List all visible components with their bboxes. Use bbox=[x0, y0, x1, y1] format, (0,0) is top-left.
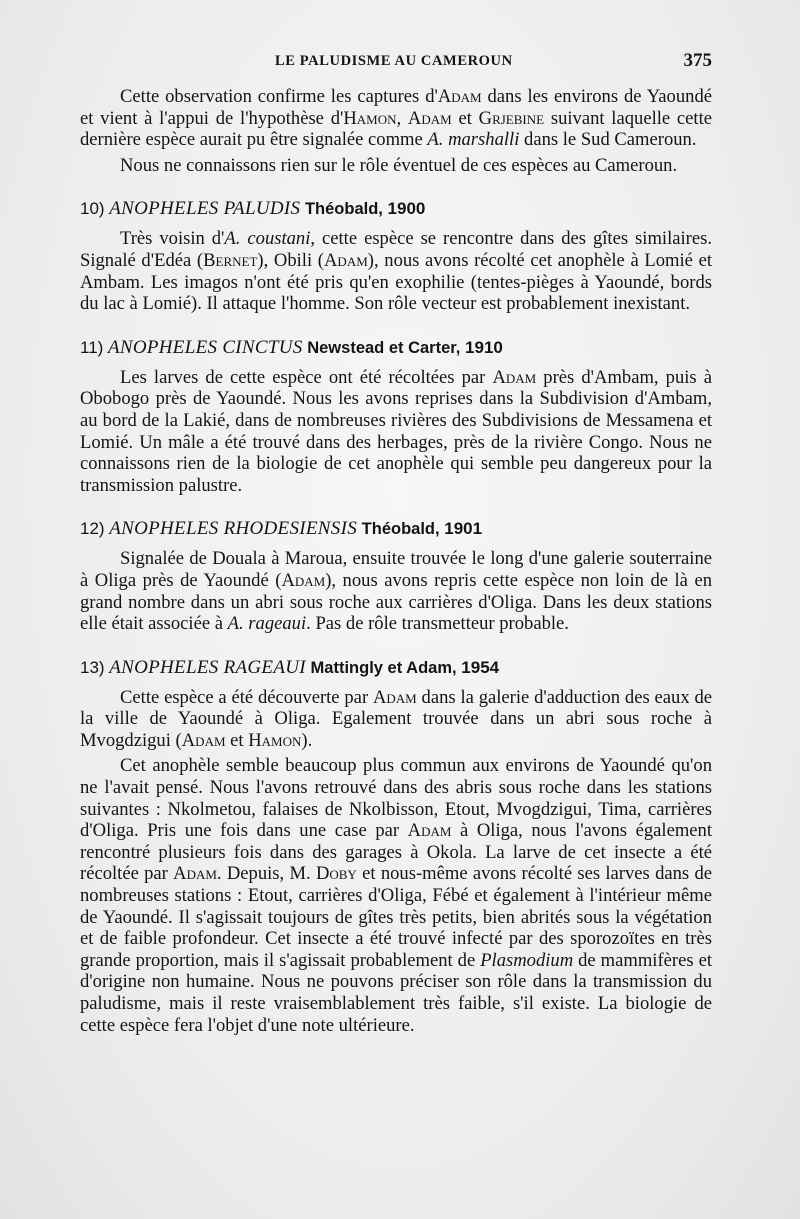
text-run: Cet anophèle semble beaucoup plus commun aux environs de Yaoundé qu'on ne l'avait pensé. Nous l'avons retrouvé dans des abris sous roche dans les stations suivantes : Nkolmetou, falaises de Nkolbisson, Etout, Mvogdzigui, Tima, carrières d'Oliga. Pris une fois dans une case par bbox=[80, 755, 712, 842]
year: 1910 bbox=[465, 337, 503, 357]
text-run: et bbox=[451, 107, 479, 129]
section-number: 13) bbox=[80, 657, 105, 677]
section-heading bbox=[80, 198, 712, 220]
running-title: LE PALUDISME AU CAMEROUN bbox=[275, 53, 513, 69]
text-run: dans les environs de Yaoundé et vient à l'appui de l'hypothèse d' bbox=[80, 86, 712, 129]
section-anopheles-paludis bbox=[80, 198, 712, 314]
text-run: ). bbox=[301, 729, 313, 751]
species-title: ANOPHELES CINCTUS bbox=[107, 336, 303, 358]
species-title: ANOPHELES RAGEAUI bbox=[109, 656, 306, 678]
section-number: 10) bbox=[80, 199, 105, 219]
text-run: Cette espèce a été découverte par bbox=[120, 686, 373, 708]
text-run: Les larves de cette espèce ont été récoltées par bbox=[120, 366, 493, 388]
section-number: 12) bbox=[80, 519, 105, 539]
authority: Mattingly et Adam, bbox=[310, 658, 457, 677]
section-heading bbox=[80, 657, 712, 679]
text-run: et bbox=[225, 729, 249, 751]
author-name: Hamon bbox=[343, 107, 397, 129]
text-run: près d'Ambam, puis à Obobogo près de Yaoundé. Nous les avons reprises dans la Subdivision d'Ambam, au bord de la Lakié, dans de nombreuses rivières des Subdivisions de Messamena et Lomié. Un mâle a été trouvé dans des herbages, près de la rivière Congo. Nous ne connaissons rien de la biologie de cet anophèle qui semble peu dangereux pour la transmission palustre. bbox=[80, 366, 712, 496]
text-run: , bbox=[396, 107, 408, 129]
section-paragraph bbox=[80, 367, 712, 497]
species-title: ANOPHELES PALUDIS bbox=[109, 198, 301, 220]
author-name: Adam bbox=[173, 863, 217, 885]
section-paragraph bbox=[80, 548, 712, 634]
author-name: Bernet bbox=[203, 249, 258, 271]
text-run: à Oliga, nous l'avons également rencontré plusieurs fois dans des garages à Okola. La larve de cet insecte a été récoltée par bbox=[80, 820, 712, 885]
text-run: Cette observation confirme les captures d' bbox=[120, 86, 438, 107]
authority: Théobald, bbox=[361, 520, 440, 539]
author-name: Adam bbox=[492, 366, 537, 388]
species-name: A. coustani bbox=[224, 228, 311, 250]
text-run: dans la galerie d'adduction des eaux de la ville de Yaoundé à Oliga. Egalement trouvée dans un abri sous roche à Mvogdzigui ( bbox=[80, 686, 712, 751]
text-run: suivant laquelle cette dernière espèce aurait pu être signalée comme bbox=[80, 107, 713, 151]
section-paragraph bbox=[80, 228, 712, 314]
year: 1901 bbox=[444, 519, 483, 539]
text-run: . Pas de rôle transmetteur probable. bbox=[306, 613, 569, 635]
authority: Newstead et Carter, bbox=[307, 338, 461, 357]
author-name: Adam bbox=[281, 569, 326, 591]
section-paragraph bbox=[80, 755, 712, 1036]
text-run: et nous-même avons récolté ses larves dans de nombreuses stations : Etout, carrières d'Oliga, Fébé et également à l'intérieur même de Yaoundé. Il s'agissait toujours de gîtes très petits, bien abrités sous la végétation et de faible profondeur. Cet insecte a été trouvé infecté par des sporozoïtes en très grande proportion, mais il s'agissait probablement de bbox=[80, 863, 712, 971]
genus-name: Plasmodium bbox=[480, 949, 574, 971]
text-run: de mammifères et d'origine non humaine. Nous ne pouvons préciser son rôle dans la transmission du paludisme, mais il reste vraisemblablement très faible, s'il existe. La biologie de cette espèce fera l'objet d'une note ultérieure. bbox=[80, 949, 712, 1036]
text-run: . Depuis, M. bbox=[216, 863, 316, 885]
section-anopheles-rageaui bbox=[80, 657, 712, 1037]
text-run: Signalée de Douala à Maroua, ensuite trouvée le long d'une galerie souterraine à Oliga près de Yaoundé ( bbox=[80, 548, 712, 591]
text-run: ), Obili ( bbox=[257, 249, 324, 271]
author-name: Doby bbox=[315, 863, 357, 885]
page-number: 375 bbox=[683, 50, 712, 71]
section-anopheles-rhodesiensis bbox=[80, 518, 712, 634]
section-number: 11) bbox=[80, 337, 104, 357]
section-heading bbox=[80, 337, 712, 359]
section-paragraph bbox=[80, 687, 712, 752]
section-heading bbox=[80, 518, 712, 540]
author-name: Adam bbox=[372, 686, 417, 708]
intro-paragraph-2: Nous ne connaissons rien sur le rôle éventuel de ces espèces au Cameroun. bbox=[120, 154, 678, 176]
text-run: dans le Sud Cameroun. bbox=[519, 129, 697, 151]
author-name: Adam bbox=[324, 249, 368, 271]
author-name: Adam bbox=[181, 729, 226, 751]
text-run: ), nous avons repris cette espèce non loin de là en grand nombre dans un abri sous roche aux carrières d'Oliga. Dans les deux stations elle était associée à bbox=[80, 569, 713, 635]
year: 1900 bbox=[387, 199, 426, 219]
text-run: , cette espèce se rencontre dans des gîtes similaires. Signalé d'Edéa ( bbox=[80, 228, 712, 271]
text-run: Très voisin d' bbox=[120, 228, 225, 250]
author-name: Adam bbox=[407, 820, 452, 842]
text-run: ), nous avons récolté cet anophèle à Lomié et Ambam. Les imagos n'ont été pris qu'en exophilie (tentes-pièges à Yaoundé, bords du lac à Lomié). Il attaque l'homme. Son rôle vecteur est probablement inexistant. bbox=[80, 249, 712, 315]
author-name: Hamon bbox=[248, 729, 302, 751]
species-name: A. rageaui bbox=[227, 613, 307, 635]
section-anopheles-cinctus bbox=[80, 337, 712, 497]
body-text bbox=[80, 86, 712, 1036]
intro-paragraph-1 bbox=[80, 86, 712, 151]
species-name: A. marshalli bbox=[427, 129, 520, 151]
year: 1954 bbox=[461, 657, 500, 677]
author-name: Grjebine bbox=[478, 107, 545, 129]
species-title: ANOPHELES RHODESIENSIS bbox=[109, 518, 357, 540]
author-name: Adam bbox=[407, 107, 452, 129]
authority: Théobald, bbox=[304, 200, 383, 219]
author-name: Adam bbox=[437, 86, 482, 107]
running-head bbox=[80, 50, 712, 72]
